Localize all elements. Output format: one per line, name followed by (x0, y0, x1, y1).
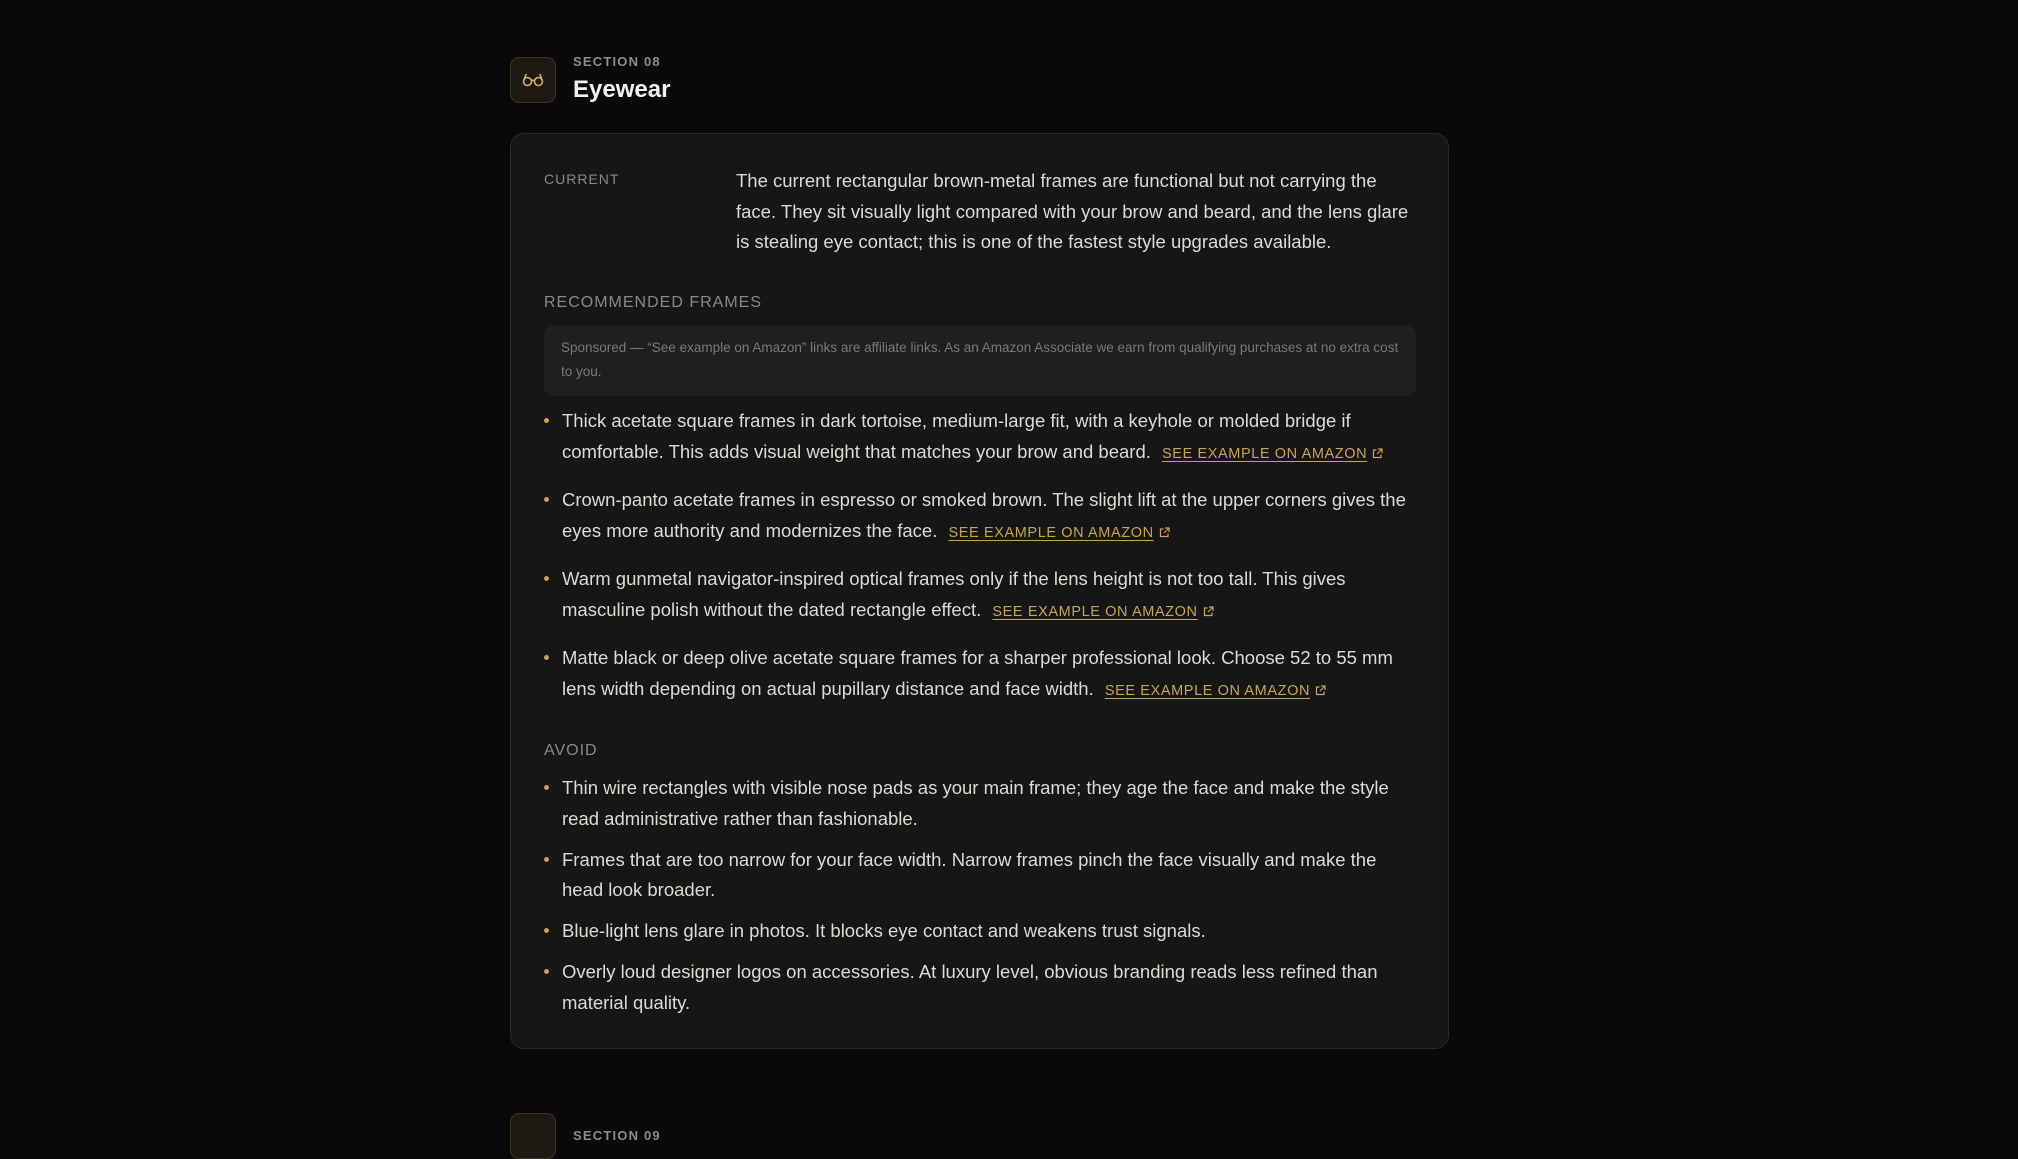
bullet-dot (544, 497, 549, 502)
recommended-frames-heading: RECOMMENDED FRAMES (544, 294, 763, 311)
external-link-icon (1315, 685, 1326, 696)
list-item (544, 773, 1419, 834)
section-number: SECTION 08 (573, 54, 661, 69)
section-icon (510, 1113, 556, 1159)
external-link-icon (1372, 448, 1383, 459)
avoid-text: Thin wire rectangles with visible nose pads as your main frame; they age the face and make the style read administrative rather than fashionable. (562, 777, 1389, 829)
amazon-example-link[interactable]: SEE EXAMPLE ON AMAZON (948, 525, 1169, 541)
bullet-dot (544, 969, 549, 974)
bullet-dot (544, 418, 549, 423)
list-item (544, 916, 1419, 947)
recommendation-text: Warm gunmetal navigator-inspired optical frames only if the lens height is not too tall. This gives masculine polish without the dated rectangle effect. (562, 568, 1346, 620)
amazon-example-link[interactable]: SEE EXAMPLE ON AMAZON (1105, 683, 1326, 699)
glasses-icon (510, 57, 556, 103)
avoid-text: Frames that are too narrow for your face width. Narrow frames pinch the face visually and make the head look broader. (562, 848, 1377, 900)
avoid-heading: AVOID (544, 742, 598, 759)
section-header (510, 54, 670, 105)
current-label: CURRENT (544, 171, 620, 187)
section-number: SECTION 09 (573, 1128, 661, 1143)
eyewear-card (510, 133, 1449, 1049)
bullet-dot (544, 785, 549, 790)
affiliate-disclaimer: Sponsored — “See example on Amazon” links are affiliate links. As an Amazon Associate we earn from qualifying purchases at no extra cost to you. (544, 326, 1416, 396)
amazon-example-link[interactable]: SEE EXAMPLE ON AMAZON (992, 604, 1213, 620)
recommended-frames-list (544, 406, 1419, 722)
list-item (544, 643, 1419, 706)
current-description: The current rectangular brown-metal frames are functional but not carrying the face. They sit visually light compared with your brow and beard, and the lens glare is stealing eye contact; this is one of the fastest style upgrades available. (736, 170, 1409, 252)
bullet-dot (544, 655, 549, 660)
recommendation-text: Thick acetate square frames in dark tortoise, medium-large fit, with a keyhole or molded bridge if comfortable. This adds visual weight that matches your brow and beard. (562, 410, 1351, 462)
external-link-icon (1159, 527, 1170, 538)
avoid-list (544, 773, 1419, 1029)
bullet-dot (544, 857, 549, 862)
list-item (544, 485, 1419, 548)
bullet-dot (544, 928, 549, 933)
recommendation-text: Crown-panto acetate frames in espresso or smoked brown. The slight lift at the upper corners gives the eyes more authority and modernizes the face. (562, 489, 1406, 541)
list-item (544, 957, 1419, 1018)
recommendation-text: Matte black or deep olive acetate square frames for a sharper professional look. Choose 52 to 55 mm lens width depending on actual pupillary distance and face width. (562, 647, 1393, 699)
avoid-text: Blue-light lens glare in photos. It blocks eye contact and weakens trust signals. (562, 920, 1206, 941)
section-title: Eyewear (573, 76, 671, 103)
amazon-example-link[interactable]: SEE EXAMPLE ON AMAZON (1162, 446, 1383, 462)
list-item (544, 564, 1419, 627)
list-item (544, 845, 1419, 906)
list-item (544, 406, 1419, 469)
bullet-dot (544, 576, 549, 581)
next-section-header (510, 1113, 661, 1159)
external-link-icon (1203, 606, 1214, 617)
avoid-text: Overly loud designer logos on accessories. At luxury level, obvious branding reads less refined than material quality. (562, 961, 1378, 1013)
